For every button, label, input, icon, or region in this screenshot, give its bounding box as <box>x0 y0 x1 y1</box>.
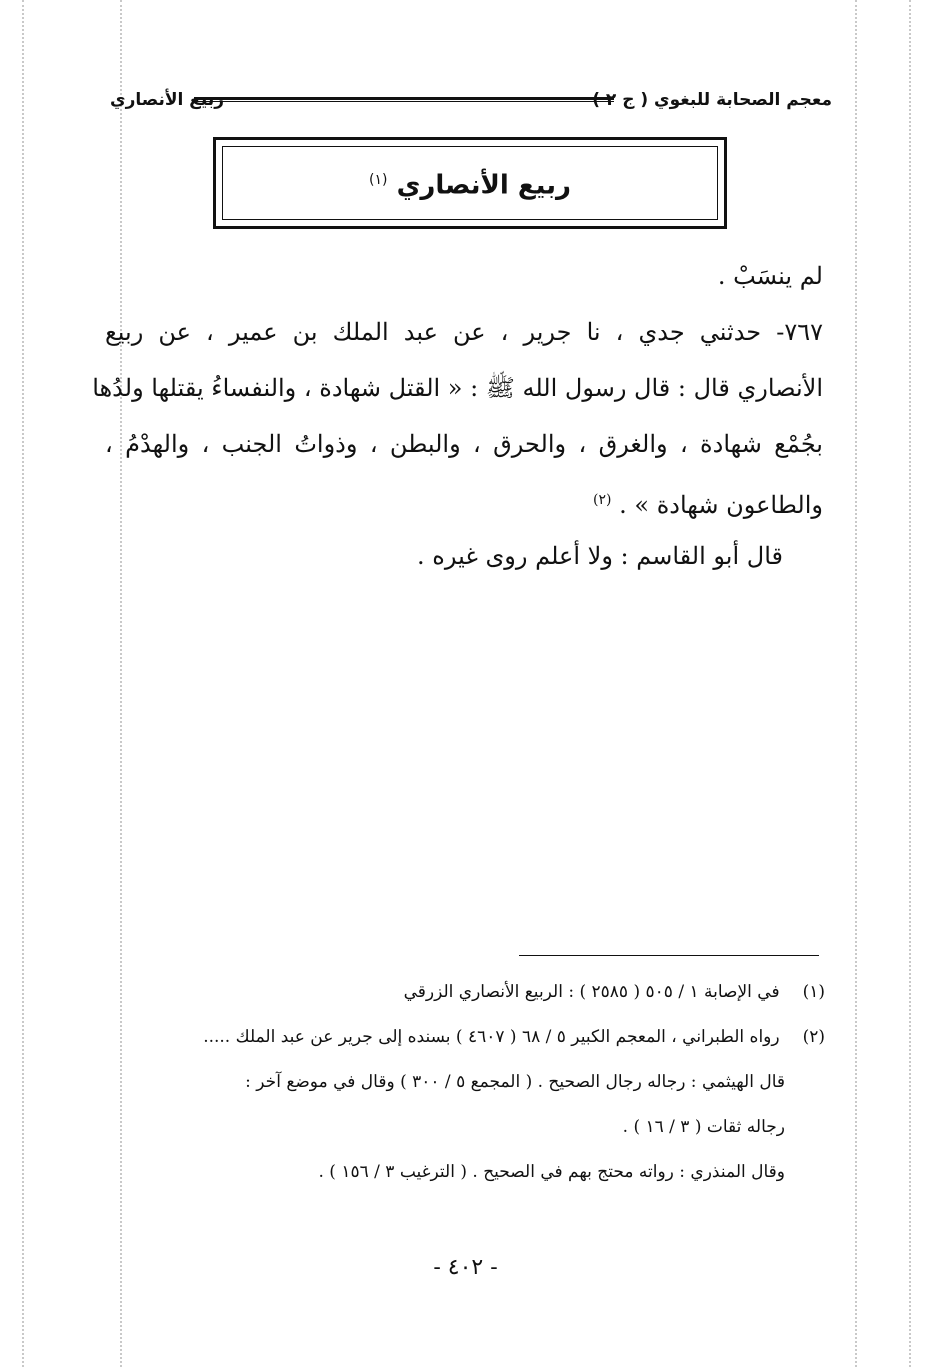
scan-guide-line <box>909 0 911 1367</box>
footnotes <box>100 970 825 1195</box>
running-header-section-title: ربيع الأنصاري <box>110 90 225 110</box>
footnote-2 <box>100 1015 825 1060</box>
closing-line: قال أبو القاسم : ولا أعلم روى غيره . <box>417 542 783 570</box>
footnote-2-continuation: قال الهيثمي : رجاله رجال الصحيح . ( المجمع ٥ / ٣٠٠ ) وقال في موضع آخر : <box>245 1072 785 1092</box>
footnote-1 <box>100 970 825 1015</box>
body-intro-line: لم ينسَبْ . <box>717 262 823 290</box>
scan-guide-line <box>22 0 24 1367</box>
footnote-number: (١) <box>802 982 825 1002</box>
hadith-last-text: والطاعون شهادة » . <box>619 491 823 519</box>
footnote-number: (٢) <box>802 1027 825 1047</box>
footnote-text: في الإصابة ١ / ٥٠٥ ( ٢٥٨٥ ) : الربيع الأنصاري الزرقي <box>403 982 780 1002</box>
running-header <box>110 86 832 116</box>
hadith-line: بجُمْع شهادة ، والغرق ، والحرق ، والبطن ، وذواتُ الجنب ، والهدْمُ ، <box>105 430 823 458</box>
entry-body <box>92 248 823 584</box>
footnote-separator <box>519 955 819 956</box>
running-header-book-title: معجم الصحابة للبغوي ( ج ٢ ) <box>592 90 832 110</box>
hadith-last-line <box>105 472 823 528</box>
entry-title-footnote-ref: (١) <box>369 172 388 188</box>
scan-guide-line <box>855 0 857 1367</box>
hadith-footnote-ref: (٢) <box>593 492 612 508</box>
footnote-text: رواه الطبراني ، المعجم الكبير ٥ / ٦٨ ( ٤٦٠٧ ) بسنده إلى جرير عن عبد الملك ..... <box>203 1027 780 1047</box>
entry-title-box <box>213 137 727 229</box>
running-header-rule <box>194 97 614 102</box>
page-number: - ٤٠٢ - <box>433 1255 498 1280</box>
hadith-line: ٧٦٧- حدثني جدي ، نا جرير ، عن عبد الملك بن عمير ، عن ربيع <box>105 318 823 346</box>
entry-title <box>216 160 724 206</box>
hadith-line: الأنصاري قال : قال رسول الله ﷺ : « القتل شهادة ، والنفساءُ يقتلها ولدُها <box>92 374 823 402</box>
footnote-2-continuation: وقال المنذري : رواته محتج بهم في الصحيح . ( الترغيب ٣ / ١٥٦ ) . <box>318 1162 785 1182</box>
footnote-2-continuation: رجاله ثقات ( ٣ / ١٦ ) . <box>622 1117 785 1137</box>
entry-title-text: ربيع الأنصاري <box>396 170 571 201</box>
